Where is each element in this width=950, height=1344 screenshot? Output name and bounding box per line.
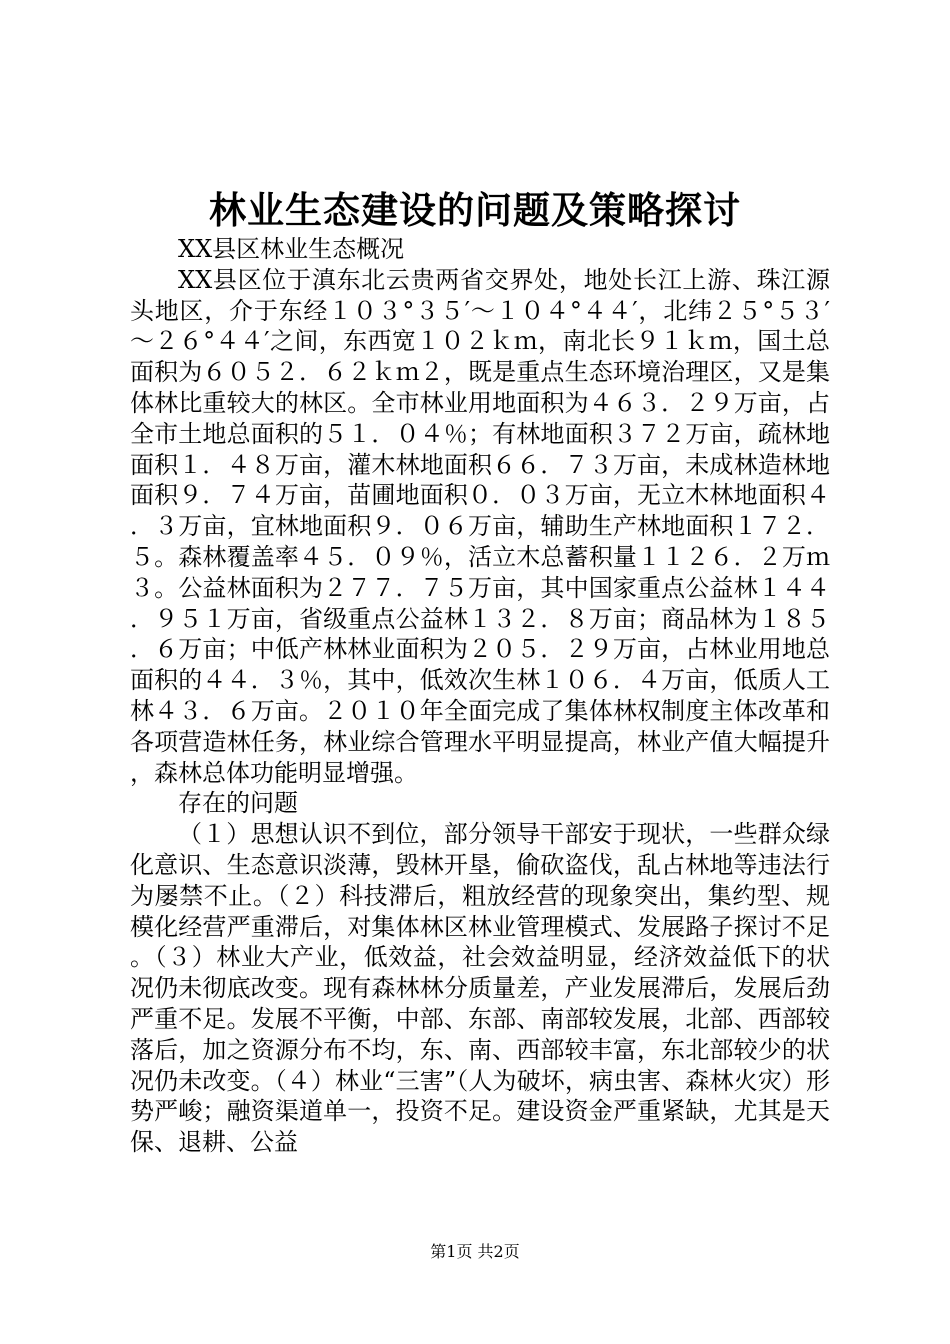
section-heading-problems: 存在的问题 — [178, 789, 298, 818]
page-footer: 第1页 共2页 — [430, 1242, 520, 1261]
document-body — [130, 234, 830, 1158]
document-title: 林业生态建设的问题及策略探讨 — [209, 188, 741, 232]
paragraph-overview: XX县区位于滇东北云贵两省交界处，地处长江上游、珠江源头地区，介于东经１０３°３５′～１０４°４４′，北纬２５°５３′～２６°４４′之间，东西宽１０２ｋｍ，南北长９１ｋｍ，国土总面积为６０５２．６２ｋｍ２，既是重点生态环境治理区，又是集体林比重较大的林区。全市林业用地面积为４６３．２９万亩，占全市土地总面积的５１．０４％；有林地面积３７２万亩，疏林地面积１．４８万亩，灌木林地面积６６．７３万亩，未成林造林地面积９．７４万亩，苗圃地面积０．０３万亩，无立木林地面积４．３万亩，宜林地面积９．０６万亩，辅助生产林地面积１７２．５。森林覆盖率４５．０９％，活立木总蓄积量１１２６．２万ｍ３。公益林面积为２７７．７５万亩，其中国家重点公益林１４４．９５１万亩，省级重点公益林１３２．８万亩；商品林为１８５．６万亩；中低产林林业面积为２０５．２９万亩，占林业用地总面积的４４．３％，其中，低效次生林１０６．４万亩，低质人工林４３．６万亩。２０１０年全面完成了集体林权制度主体改革和各项营造林任务，林业综合管理水平明显提高，林业产值大幅提升，森林总体功能明显增强。 — [130, 265, 830, 787]
section-heading-overview: XX县区林业生态概况 — [178, 235, 405, 263]
paragraph-problems: （１）思想认识不到位，部分领导干部安于现状，一些群众绿化意识、生态意识淡薄，毁林开垦，偷砍盗伐，乱占林地等违法行为屡禁不止。（２）科技滞后，粗放经营的现象突出，集约型、规模化经营严重滞后，对集体林区林业管理模式、发展路子探讨不足。（３）林业大产业，低效益，社会效益明显，经济效益低下的状况仍未彻底改变。现有森林林分质量差，产业发展滞后，发展后劲严重不足。发展不平衡，中部、东部、南部较发展，北部、西部较落后，加之资源分布不均，东、南、西部较丰富，东北部较少的状况仍未改变。（４）林业“三害”（人为破坏，病虫害、森林火灾）形势严峻；融资渠道单一，投资不足。建设资金严重紧缺，尤其是天保、退耕、公益 — [130, 820, 830, 1157]
